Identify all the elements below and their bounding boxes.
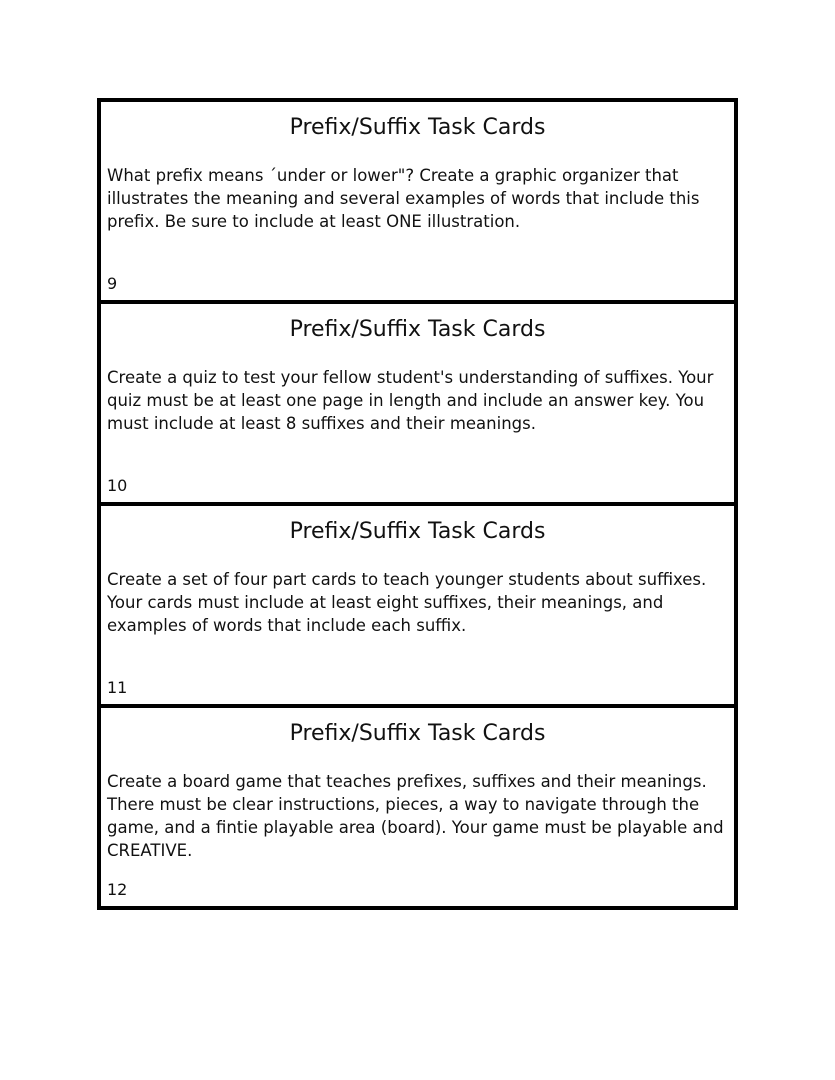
- card-instructions: Create a board game that teaches prefixes, suffixes and their meanings. There must be clear instructions, pieces, a way to navigate through the game, and a fintie playable area (board). Your game must be playable and CREATIVE.: [107, 772, 724, 860]
- card-title: Prefix/Suffix Task Cards: [289, 721, 546, 746]
- card-number: 10: [107, 476, 128, 495]
- card-number: 12: [107, 880, 128, 899]
- card-instructions: What prefix means ´under or lower"? Create a graphic organizer that illustrates the meaning and several examples of words that include this prefix. Be sure to include at least ONE illustration.: [107, 166, 700, 231]
- card-title: Prefix/Suffix Task Cards: [289, 519, 546, 544]
- task-card-12: [97, 704, 738, 910]
- card-instructions: Create a quiz to test your fellow student's understanding of suffixes. Your quiz must be at least one page in length and include an answer key. You must include at least 8 suffixes and their meanings.: [107, 368, 714, 433]
- task-card-10: [97, 300, 738, 506]
- card-number: 11: [107, 678, 128, 697]
- card-title: Prefix/Suffix Task Cards: [289, 317, 546, 342]
- task-card-9: [97, 98, 738, 304]
- task-card-11: [97, 502, 738, 708]
- card-title: Prefix/Suffix Task Cards: [289, 115, 546, 140]
- task-card-list: [97, 98, 738, 910]
- card-number: 9: [107, 274, 118, 293]
- card-instructions: Create a set of four part cards to teach younger students about suffixes. Your cards must include at least eight suffixes, their meanings, and examples of words that include each suffix.: [107, 570, 707, 635]
